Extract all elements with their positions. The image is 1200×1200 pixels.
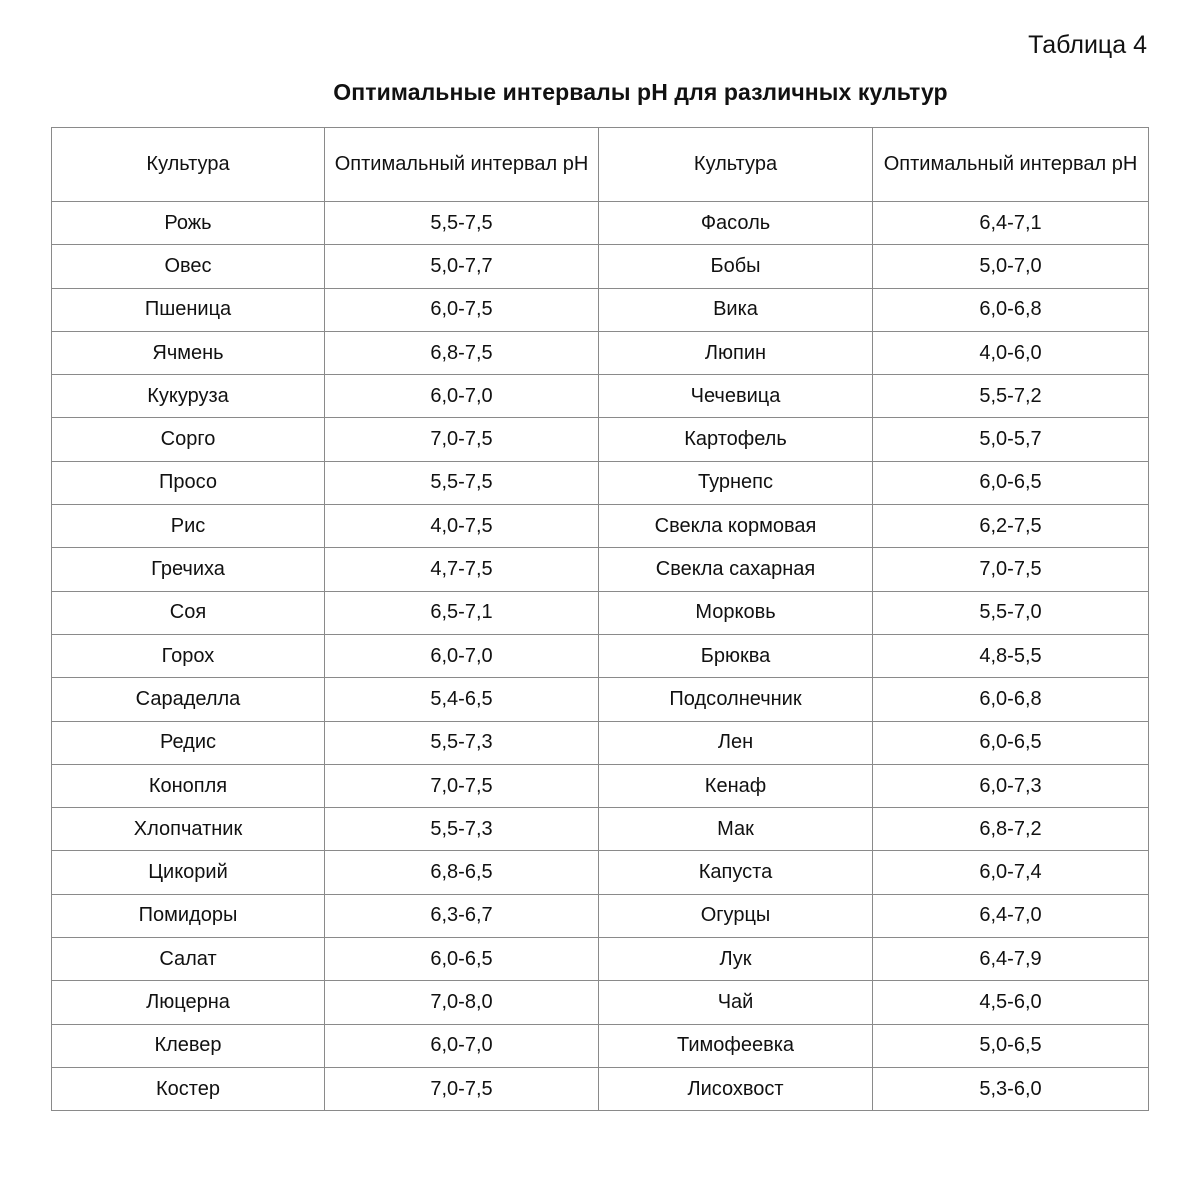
- crop-cell-left: Хлопчатник: [52, 808, 325, 851]
- crop-cell-right: Бобы: [599, 245, 873, 288]
- crop-cell-left: Кукуруза: [52, 375, 325, 418]
- crop-cell-left: Конопля: [52, 764, 325, 807]
- ph-cell-right: 5,3-6,0: [873, 1067, 1149, 1110]
- crop-cell-left: Салат: [52, 938, 325, 981]
- crop-cell-right: Кенаф: [599, 764, 873, 807]
- crop-cell-right: Вика: [599, 288, 873, 331]
- ph-cell-right: 6,4-7,9: [873, 938, 1149, 981]
- table-row: [52, 548, 1149, 591]
- ph-cell-left: 5,4-6,5: [325, 678, 599, 721]
- ph-cell-right: 5,0-6,5: [873, 1024, 1149, 1067]
- table-row: [52, 938, 1149, 981]
- crop-cell-left: Овес: [52, 245, 325, 288]
- crop-cell-left: Редис: [52, 721, 325, 764]
- header-interval-left: Оптимальный интервал pH: [325, 128, 599, 202]
- crop-cell-right: Брюква: [599, 634, 873, 677]
- crop-cell-left: Сорго: [52, 418, 325, 461]
- crop-cell-left: Помидоры: [52, 894, 325, 937]
- crop-cell-left: Горох: [52, 634, 325, 677]
- crop-cell-right: Лук: [599, 938, 873, 981]
- crop-cell-left: Гречиха: [52, 548, 325, 591]
- ph-cell-left: 4,0-7,5: [325, 505, 599, 548]
- table-row: [52, 808, 1149, 851]
- table-row: [52, 375, 1149, 418]
- table-row: [52, 721, 1149, 764]
- table-number-label: Таблица 4: [1028, 31, 1147, 59]
- table-row: [52, 981, 1149, 1024]
- crop-cell-left: Цикорий: [52, 851, 325, 894]
- crop-cell-left: Соя: [52, 591, 325, 634]
- ph-cell-left: 6,0-7,0: [325, 375, 599, 418]
- crop-cell-left: Люцерна: [52, 981, 325, 1024]
- ph-cell-right: 6,8-7,2: [873, 808, 1149, 851]
- ph-cell-left: 5,5-7,5: [325, 202, 599, 245]
- ph-cell-right: 5,0-5,7: [873, 418, 1149, 461]
- ph-cell-right: 7,0-7,5: [873, 548, 1149, 591]
- crop-cell-left: Костер: [52, 1067, 325, 1110]
- crop-cell-left: Рожь: [52, 202, 325, 245]
- crop-cell-right: Свекла сахарная: [599, 548, 873, 591]
- crop-cell-right: Чечевица: [599, 375, 873, 418]
- crop-cell-right: Турнепс: [599, 461, 873, 504]
- crop-cell-right: Фасоль: [599, 202, 873, 245]
- crop-cell-left: Клевер: [52, 1024, 325, 1067]
- crop-cell-right: Чай: [599, 981, 873, 1024]
- ph-cell-left: 7,0-8,0: [325, 981, 599, 1024]
- table-row: [52, 764, 1149, 807]
- crop-cell-right: Картофель: [599, 418, 873, 461]
- crop-cell-left: Рис: [52, 505, 325, 548]
- ph-cell-right: 6,0-6,8: [873, 678, 1149, 721]
- crop-cell-right: Люпин: [599, 331, 873, 374]
- ph-cell-left: 6,3-6,7: [325, 894, 599, 937]
- ph-cell-left: 4,7-7,5: [325, 548, 599, 591]
- table-row: [52, 851, 1149, 894]
- crop-cell-right: Капуста: [599, 851, 873, 894]
- ph-cell-right: 6,2-7,5: [873, 505, 1149, 548]
- crop-cell-right: Мак: [599, 808, 873, 851]
- table-row: [52, 1024, 1149, 1067]
- crop-cell-left: Просо: [52, 461, 325, 504]
- ph-cell-right: 5,0-7,0: [873, 245, 1149, 288]
- crop-cell-right: Огурцы: [599, 894, 873, 937]
- ph-cell-left: 6,5-7,1: [325, 591, 599, 634]
- ph-intervals-table: [51, 127, 1149, 1111]
- ph-cell-left: 6,0-7,0: [325, 1024, 599, 1067]
- table-row: [52, 505, 1149, 548]
- ph-cell-right: 4,5-6,0: [873, 981, 1149, 1024]
- table-row: [52, 331, 1149, 374]
- ph-cell-left: 7,0-7,5: [325, 764, 599, 807]
- table-row: [52, 591, 1149, 634]
- ph-cell-right: 6,0-6,5: [873, 721, 1149, 764]
- ph-cell-left: 6,0-7,5: [325, 288, 599, 331]
- ph-cell-left: 7,0-7,5: [325, 418, 599, 461]
- ph-cell-right: 6,0-6,5: [873, 461, 1149, 504]
- ph-cell-right: 6,4-7,0: [873, 894, 1149, 937]
- ph-cell-right: 6,0-7,3: [873, 764, 1149, 807]
- page-title: Оптимальные интервалы pH для различных культур: [333, 79, 948, 105]
- table-row: [52, 202, 1149, 245]
- table-body: [52, 202, 1149, 1111]
- ph-cell-right: 5,5-7,0: [873, 591, 1149, 634]
- header-interval-right: Оптимальный интервал pH: [873, 128, 1149, 202]
- table-row: [52, 1067, 1149, 1110]
- table-row: [52, 288, 1149, 331]
- crop-cell-left: Пшеница: [52, 288, 325, 331]
- ph-cell-left: 6,0-7,0: [325, 634, 599, 677]
- ph-cell-left: 5,5-7,3: [325, 721, 599, 764]
- crop-cell-right: Свекла кормовая: [599, 505, 873, 548]
- crop-cell-right: Лисохвост: [599, 1067, 873, 1110]
- table-row: [52, 634, 1149, 677]
- header-crop-left: Культура: [52, 128, 325, 202]
- crop-cell-right: Тимофеевка: [599, 1024, 873, 1067]
- crop-cell-right: Морковь: [599, 591, 873, 634]
- ph-cell-right: 6,0-6,8: [873, 288, 1149, 331]
- ph-cell-right: 6,4-7,1: [873, 202, 1149, 245]
- ph-cell-left: 7,0-7,5: [325, 1067, 599, 1110]
- ph-cell-right: 6,0-7,4: [873, 851, 1149, 894]
- crop-cell-left: Ячмень: [52, 331, 325, 374]
- ph-cell-left: 5,0-7,7: [325, 245, 599, 288]
- ph-cell-left: 5,5-7,5: [325, 461, 599, 504]
- table-header-row: [52, 128, 1149, 202]
- table-row: [52, 418, 1149, 461]
- ph-cell-right: 4,0-6,0: [873, 331, 1149, 374]
- crop-cell-right: Лен: [599, 721, 873, 764]
- ph-cell-left: 6,8-6,5: [325, 851, 599, 894]
- ph-cell-left: 6,8-7,5: [325, 331, 599, 374]
- table-row: [52, 678, 1149, 721]
- table-row: [52, 461, 1149, 504]
- table-row: [52, 245, 1149, 288]
- ph-cell-right: 5,5-7,2: [873, 375, 1149, 418]
- crop-cell-left: Сараделла: [52, 678, 325, 721]
- header-crop-right: Культура: [599, 128, 873, 202]
- ph-cell-left: 6,0-6,5: [325, 938, 599, 981]
- table-row: [52, 894, 1149, 937]
- crop-cell-right: Подсолнечник: [599, 678, 873, 721]
- ph-cell-right: 4,8-5,5: [873, 634, 1149, 677]
- ph-cell-left: 5,5-7,3: [325, 808, 599, 851]
